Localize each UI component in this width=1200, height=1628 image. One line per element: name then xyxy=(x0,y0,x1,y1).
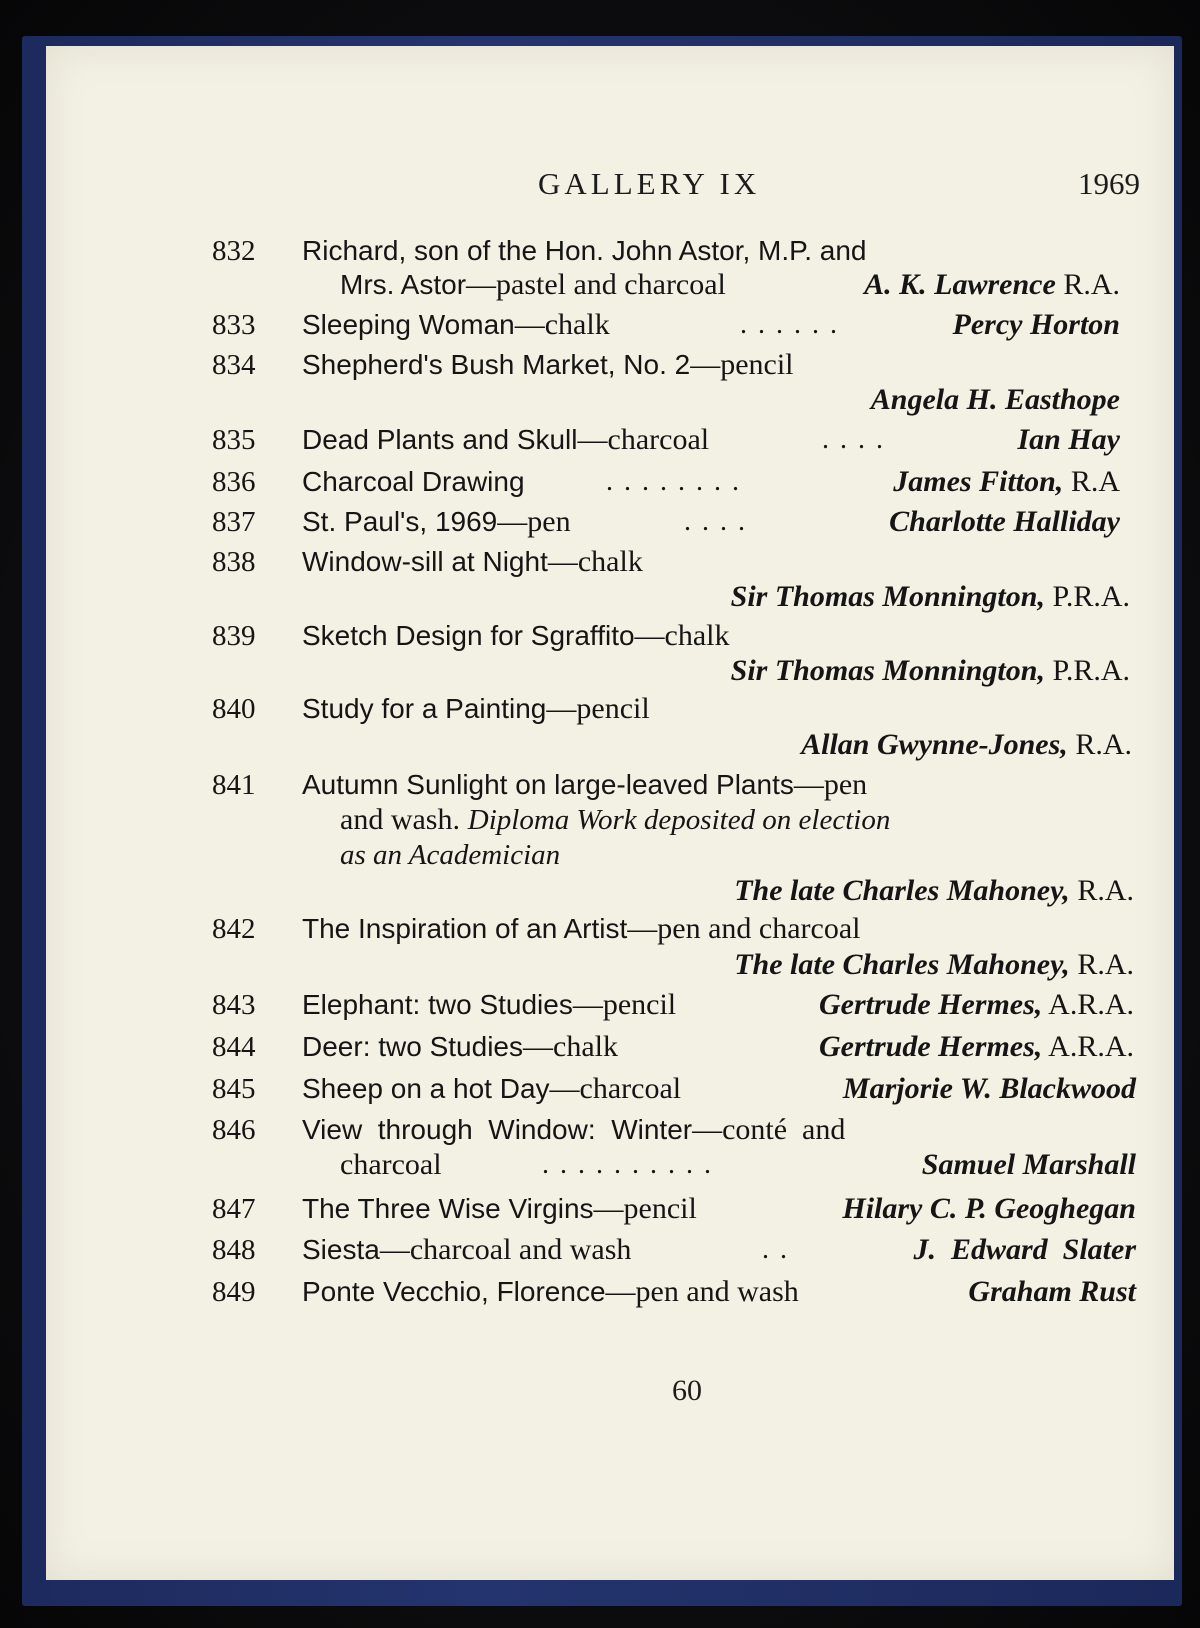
entry-artist: A. K. Lawrence R.A. xyxy=(864,268,1120,301)
entry-artist: J. Edward Slater xyxy=(913,1233,1136,1266)
entry-title: Siesta—charcoal and wash xyxy=(302,1233,632,1266)
entry-number: 842 xyxy=(212,913,256,945)
entry-839-artist-line xyxy=(0,652,1200,690)
entry-number: 849 xyxy=(212,1276,256,1308)
entry-number: 843 xyxy=(212,989,256,1021)
entry-medium-continued: charcoal xyxy=(340,1148,442,1181)
entry-artist: Marjorie W. Blackwood xyxy=(842,1072,1136,1105)
entry-title: The Inspiration of an Artist—pen and charcoal xyxy=(302,912,861,945)
entry-838-artist-line xyxy=(0,578,1200,616)
entry-846-continuation xyxy=(0,1146,1200,1184)
leader-dots: . . . . . . . . . . xyxy=(542,1149,713,1180)
entry-artist: Gertrude Hermes, A.R.A. xyxy=(818,988,1134,1021)
entry-834 xyxy=(0,346,1200,384)
entry-title: Elephant: two Studies—pencil xyxy=(302,988,677,1021)
leader-dots: . . . . . . . . xyxy=(606,466,741,497)
entry-number: 848 xyxy=(212,1234,256,1266)
leader-dots: . . xyxy=(762,1234,789,1265)
entry-847 xyxy=(0,1190,1200,1228)
entry-number: 839 xyxy=(212,620,256,652)
entry-number: 832 xyxy=(212,235,256,267)
page-number: 60 xyxy=(672,1374,702,1407)
entry-title: Shepherd's Bush Market, No. 2—pencil xyxy=(302,348,794,381)
leader-dots: . . . . xyxy=(684,506,747,537)
entry-837 xyxy=(0,503,1200,541)
entry-title: Richard, son of the Hon. John Astor, M.P. and xyxy=(302,235,867,266)
entry-note: as an Academician xyxy=(340,839,561,871)
entry-title: Autumn Sunlight on large-leaved Plants—pen xyxy=(302,768,868,801)
entry-number: 847 xyxy=(212,1193,256,1225)
entry-842-artist-line xyxy=(0,946,1200,984)
entry-title-continued: Mrs. Astor—pastel and charcoal xyxy=(340,268,726,301)
entry-title: View through Window: Winter—conté and xyxy=(302,1113,846,1146)
gallery-title: GALLERY IX xyxy=(538,166,761,201)
entry-841-continuation-2 xyxy=(0,836,1200,874)
entry-836 xyxy=(0,463,1200,501)
entry-title: Deer: two Studies—chalk xyxy=(302,1030,618,1063)
entry-849 xyxy=(0,1273,1200,1311)
entry-number: 844 xyxy=(212,1031,256,1063)
entry-844 xyxy=(0,1028,1200,1066)
entry-number: 841 xyxy=(212,769,256,801)
entry-number: 838 xyxy=(212,546,256,578)
entry-artist: Ian Hay xyxy=(1017,423,1120,456)
entry-title: Ponte Vecchio, Florence—pen and wash xyxy=(302,1275,799,1308)
entry-artist: Samuel Marshall xyxy=(921,1148,1136,1181)
entry-841-artist-line xyxy=(0,872,1200,910)
entry-artist: Charlotte Halliday xyxy=(889,505,1120,538)
entry-848 xyxy=(0,1231,1200,1269)
entry-832 xyxy=(0,232,1200,270)
entry-number: 834 xyxy=(212,349,256,381)
entry-title: Charcoal Drawing xyxy=(302,466,525,497)
entry-845 xyxy=(0,1070,1200,1108)
entry-number: 846 xyxy=(212,1114,256,1146)
entry-artist: Sir Thomas Monnington, P.R.A. xyxy=(730,654,1130,687)
leader-dots: . . . . xyxy=(822,424,885,455)
entry-number: 836 xyxy=(212,466,256,498)
entry-artist: Graham Rust xyxy=(968,1275,1136,1308)
entry-artist: Percy Horton xyxy=(952,308,1120,341)
entry-number: 833 xyxy=(212,309,256,341)
entry-title: Window-sill at Night—chalk xyxy=(302,545,643,578)
year: 1969 xyxy=(1078,166,1140,201)
entry-840 xyxy=(0,690,1200,728)
entry-846 xyxy=(0,1111,1200,1149)
entry-842 xyxy=(0,910,1200,948)
entry-number: 837 xyxy=(212,506,256,538)
entry-839 xyxy=(0,617,1200,655)
entry-title: Sketch Design for Sgraffito—chalk xyxy=(302,619,730,652)
entry-841-continuation xyxy=(0,801,1200,839)
entry-medium-continued: and wash. Diploma Work deposited on election xyxy=(340,803,891,836)
entry-number: 845 xyxy=(212,1073,256,1105)
entry-artist: Gertrude Hermes, A.R.A. xyxy=(818,1030,1134,1063)
entry-title: The Three Wise Virgins—pencil xyxy=(302,1192,697,1225)
entry-title: Sleeping Woman—chalk xyxy=(302,308,610,341)
entry-834-artist-line xyxy=(0,381,1200,419)
entry-artist: James Fitton, R.A xyxy=(893,465,1120,498)
entry-title: Sheep on a hot Day—charcoal xyxy=(302,1072,682,1105)
leader-dots: . . . . . . xyxy=(740,309,839,340)
entry-artist: Allan Gwynne-Jones, R.A. xyxy=(801,728,1132,761)
entry-841 xyxy=(0,766,1200,804)
entry-number: 840 xyxy=(212,693,256,725)
entry-832-continuation xyxy=(0,266,1200,304)
entry-838 xyxy=(0,543,1200,581)
entry-840-artist-line xyxy=(0,726,1200,764)
entry-835 xyxy=(0,421,1200,459)
entry-843 xyxy=(0,986,1200,1024)
entry-artist: Sir Thomas Monnington, P.R.A. xyxy=(730,580,1130,613)
entry-artist: Hilary C. P. Geoghegan xyxy=(842,1192,1136,1225)
entry-artist: Angela H. Easthope xyxy=(870,383,1120,416)
entry-title: Study for a Painting—pencil xyxy=(302,692,650,725)
entry-title: St. Paul's, 1969—pen xyxy=(302,505,571,538)
entry-833 xyxy=(0,306,1200,344)
entry-artist: The late Charles Mahoney, R.A. xyxy=(734,874,1134,907)
entry-artist: The late Charles Mahoney, R.A. xyxy=(734,948,1134,981)
entry-number: 835 xyxy=(212,424,256,456)
entry-title: Dead Plants and Skull—charcoal xyxy=(302,423,710,456)
